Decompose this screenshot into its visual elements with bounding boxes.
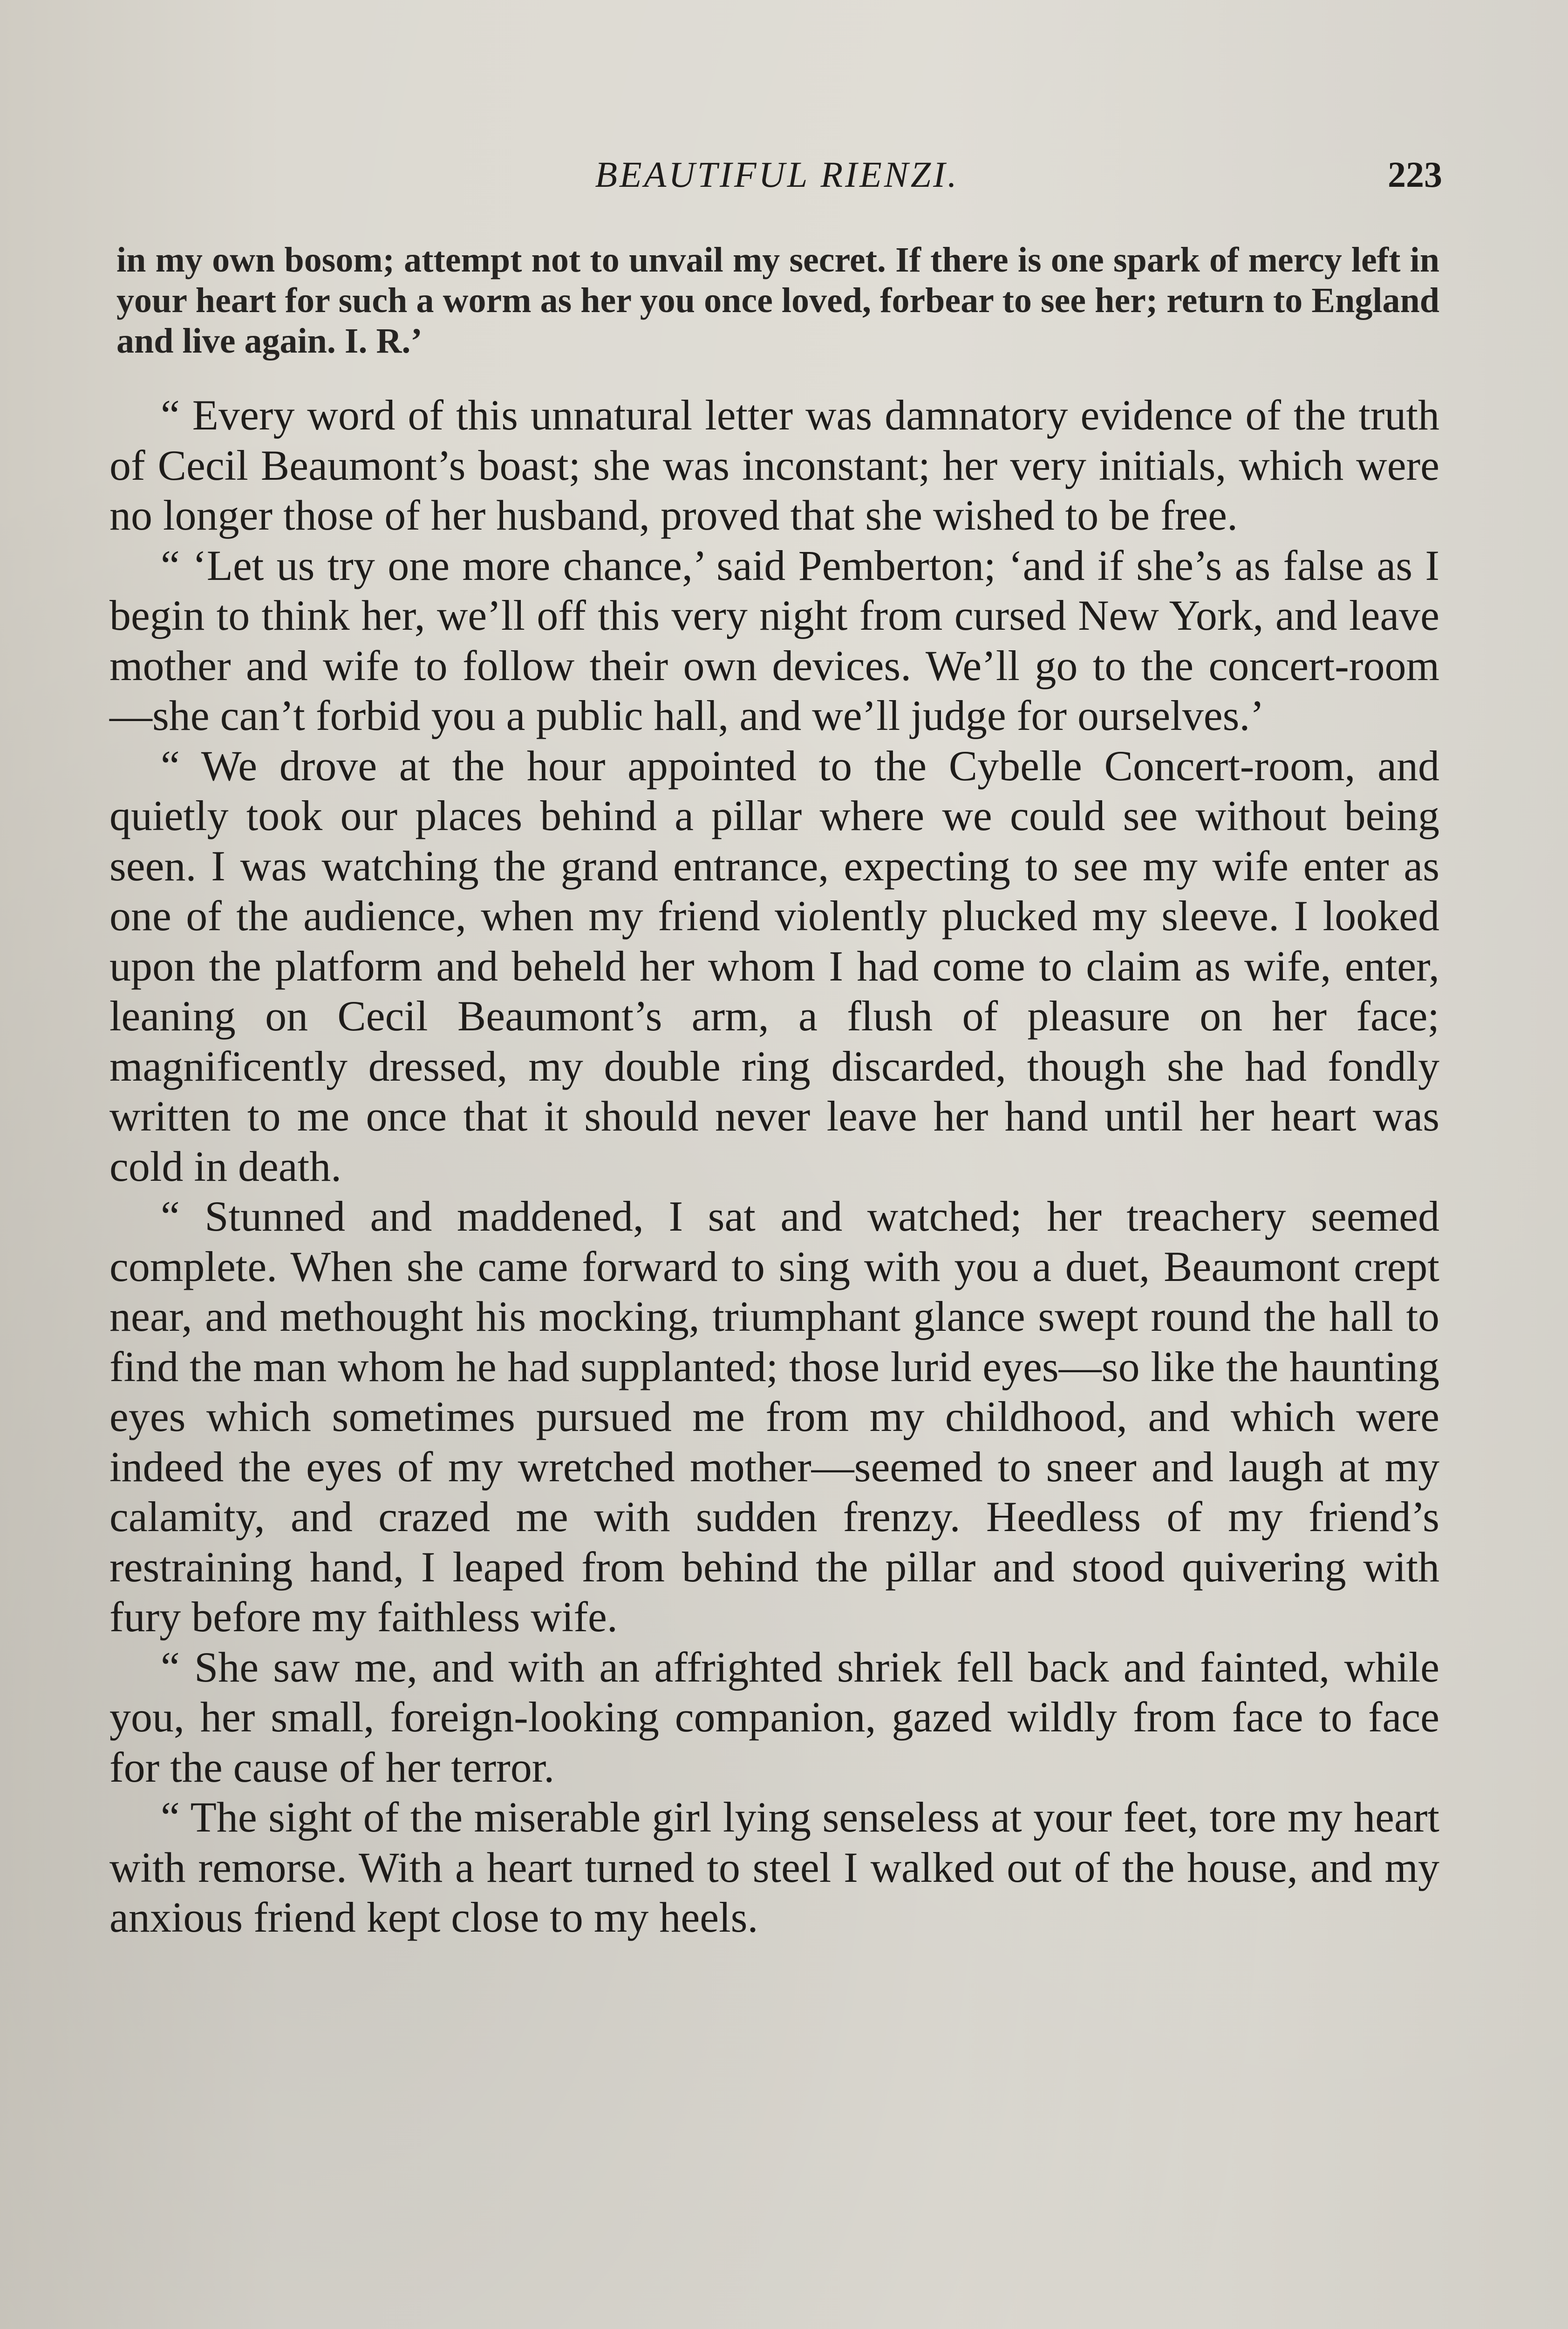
running-title: BEAUTIFUL RIENZI. [595,154,959,195]
paragraph: “ The sight of the miserable girl lying senseless at your feet, tore my heart with remorse. With a heart turned to steel I walked out of the house, and my anxious friend kept close to my heels. [109,1793,1439,1941]
letter-excerpt: in my own bosom; attempt not to unvail my secret. If there is one spark of mercy left in your heart for such a worm as her you once loved, forbear to see her; return to England and live again. I. R.’ [116,240,1439,361]
paragraph: “ She saw me, and with an affrighted shriek fell back and fainted, while you, her small, foreign-looking companion, gazed wildly from face to face for the cause of her terror. [109,1643,1439,1791]
paragraph: “ Stunned and maddened, I sat and watched; her treachery seemed complete. When she came forward to sing with you a duet, Beaumont crept near, and methought his mocking, triumphant glance swept round the hall to find the man whom he had supplanted; those lurid eyes—so like the haunting eyes which sometimes pursued me from my childhood, and which were indeed the eyes of my wretched mother—seemed to sneer and laugh at my calamity, and crazed me with sudden frenzy. Heedless of my friend’s restraining hand, I leaped from behind the pillar and stood quivering with fury before my faithless wife. [109,1192,1439,1641]
page-header [112,154,1442,205]
paragraph: “ Every word of this unnatural letter was damnatory evidence of the truth of Cecil Beaumont’s boast; she was inconstant; her very initials, which were no longer those of her husband, proved that she wished to be free. [109,391,1439,539]
paragraph: “ We drove at the hour appointed to the Cybelle Concert-room, and quietly took our places behind a pillar where we could see without being seen. I was watching the grand entrance, expecting to see my wife enter as one of the audience, when my friend violently plucked my sleeve. I looked upon the platform and beheld her whom I had come to claim as wife, enter, leaning on Cecil Beaumont’s arm, a flush of pleasure on her face; magnificently dressed, my double ring discarded, though she had fondly written to me once that it should never leave her hand until her heart was cold in death. [109,742,1439,1190]
page-number: 223 [1388,154,1442,195]
paragraph: “ ‘Let us try one more chance,’ said Pemberton; ‘and if she’s as false as I begin to think her, we’ll off this very night from cursed New York, and leave mother and wife to follow their own devices. We’ll go to the concert-room —she can’t forbid you a public hall, and we’ll judge for ourselves.’ [109,541,1439,739]
body-text [109,390,1439,1943]
